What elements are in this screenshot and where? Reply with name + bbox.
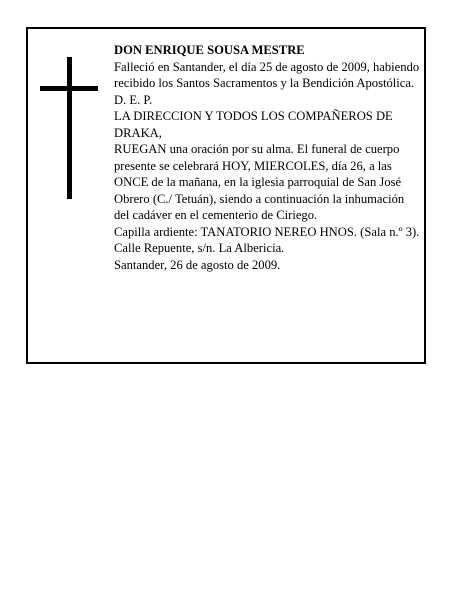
death-statement: Falleció en Santander, el día 25 de agosto de 2009, habiendo recibido los Santos Sacramentos y la Bendición Apostólica. xyxy=(114,59,420,90)
funeral-details: RUEGAN una oración por su alma. El funeral de cuerpo presente se celebrará HOY, MIERCOLES, día 26, a las ONCE de la mañana, en la iglesia parroquial de San José Obrero (C./ Tetuán), siendo a continuación la inhumación del cadáver en el cementerio de Ciriego. xyxy=(114,142,405,222)
chapel-info: Capilla ardiente: TANATORIO NEREO HNOS. (Sala n.º 3). xyxy=(114,224,420,239)
address-text: Calle Repuente, s/n. La Albericia. xyxy=(114,241,285,255)
deceased-name: DON ENRIQUE SOUSA MESTRE xyxy=(114,43,305,57)
notice-body xyxy=(114,42,422,273)
cross-vertical-bar xyxy=(67,57,72,199)
cross-icon xyxy=(40,57,98,199)
rip-text: D. E. P. xyxy=(114,92,153,107)
place-date: Santander, 26 de agosto de 2009. xyxy=(114,257,281,272)
cross-horizontal-bar xyxy=(40,86,98,91)
mourners-text: LA DIRECCION Y TODOS LOS COMPAÑEROS DE DRAKA, xyxy=(114,109,393,140)
obituary-notice xyxy=(26,27,426,364)
